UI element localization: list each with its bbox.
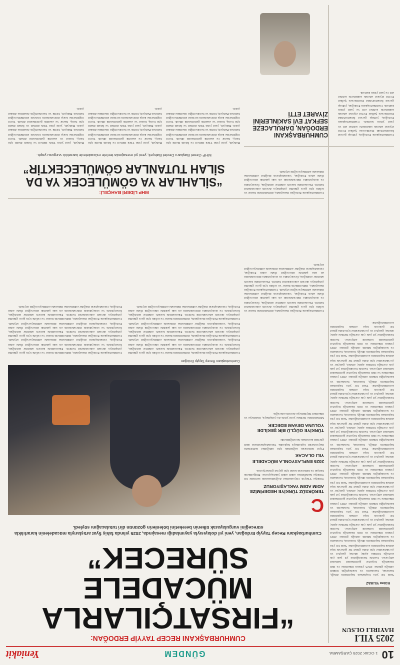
author-portrait xyxy=(346,587,390,615)
side-body-1: Cumhurbaşkanı Erdoğan mesajında, milletimizin huzur ve refahı için gece gündüz çalışmaya devam edeceklerini belirtti. Ekonomide kararlı adımlar atıldığını, fırsatçılıkla ve stokçulukla mücadelenin en sıkı şekilde süreceğini ifade eden Erdoğan, vatandaşların mağdur edilmesine müsaade edilmeyeceğini söyledi. xyxy=(244,169,324,195)
main-body-1b: Cumhurbaşkanı Erdoğan mesajında, milletimizin huzur ve refahı için gece gündüz çalışmaya devam edeceklerini belirtti. Ekonomide kararlı adımlar atıldığını, fırsatçılıkla ve stokçulukla mücadelenin en sıkı şekilde süreceğini ifade eden Erdoğan, vatandaşların mağdur edilmesine müsaade edilmeyeceğini söyledi. xyxy=(244,262,324,292)
second-body-1a: Bahçeli, yeni yılın Türk milleti ve İslam âlemi için barış, huzur ve esenlik getirmesini diledi. Terör örgütlerine karşı mücadelenin tavizsiz sürdürüleceğini belirten Bahçeli, birlik ve beraberliğin önemine dikkat çekti. xyxy=(166,124,240,145)
main-body-1a: Cumhurbaşkanı Erdoğan mesajında, milletimizin huzur ve refahı için gece gündüz çalışmaya devam edeceklerini belirtti. Ekonomide kararlı adımlar atıldığını, fırsatçılıkla ve stokçulukla mücadelenin en sıkı şekilde süreceğini ifade eden Erdoğan, vatandaşların mağdur edilmesine müsaade edilmeyeceğini söyledi. xyxy=(244,287,324,313)
second-body-2a: Bahçeli, yeni yılın Türk milleti ve İslam âlemi için barış, huzur ve esenlik getirmesini diledi. Terör örgütlerine karşı mücadelenin tavizsiz sürdürüleceğini belirten Bahçeli, birlik ve beraberliğin önemine dikkat çekti. xyxy=(88,124,162,145)
left-body-4: Yeni bir yıla başlarken hepimizin dileği, huzurun, bereketin ve kardeşliğin hâkim olduğu günler. 2025 yılının ülkemize ve tüm insanlığa hayırlar getirmesini temenni ediyoruz. Geride bıraktığımız yıl pek çok zorluğu birlikte aştık; aileler, gençler ve çocuklarımız için daha güzel bir gelecek inşa etmek hepimizin sorumluluğudur. xyxy=(330,446,394,485)
left-body-7: Yeni bir yıla başlarken hepimizin dileği, huzurun, bereketin ve kardeşliğin hâkim olduğu günler. 2025 yılının ülkemize ve tüm insanlığa hayırlar getirmesini temenni ediyoruz. Geride bıraktığımız yıl pek çok zorluğu birlikte aştık; aileler, gençler ve çocuklarımız için daha güzel bir gelecek inşa etmek hepimizin sorumluluğudur. xyxy=(330,354,394,388)
sidebar-text-3: Milletimizle birlikte yeni yılda da çalışmaya, üretmeye ve ülkemizi büyütmeye devam edeceğiz. xyxy=(244,412,324,421)
main-deck: Cumhurbaşkanı Recep Tayyip Erdoğan, yeni yıl dolayısıyla yayımladığı mesajında, 2025 yılında fahiş fiyat artışlarıyla mücadelenin kararlılıkla süreceğini vurgulayarak ülkenin bereketini bölenlerin gözünün diri tutulacağını söyledi. xyxy=(14,525,322,536)
visit-body-1: Cumhurbaşkanı Erdoğan, yılbaşı gecesi İstanbul'daki Darülaceze Şefkat Evi'ni ziyaret ederek sakinlerle sohbet etti ve yeni yılını kutladı. xyxy=(338,120,394,137)
second-body-col-2 xyxy=(88,5,162,145)
main-body-2a: Cumhurbaşkanı Erdoğan mesajında, milletimizin huzur ve refahı için gece gündüz çalışmaya devam edeceklerini belirtti. Ekonomide kararlı adımlar atıldığını, fırsatçılıkla ve stokçulukla mücadelenin en sıkı şekilde süreceğini ifade eden Erdoğan, vatandaşların mağdur edilmesine müsaade edilmeyeceğini söyledi. xyxy=(128,338,240,355)
photo-accent xyxy=(52,395,90,425)
author-name: Kübra YILMAZ xyxy=(365,581,390,585)
photo-figure xyxy=(110,380,180,490)
visit-body-3: Cumhurbaşkanı Erdoğan, yılbaşı gecesi İstanbul'daki Darülaceze Şefkat Evi'ni ziyaret ederek sakinlerle sohbet etti ve yeni yılını kutladı. xyxy=(338,90,394,108)
portrait-face xyxy=(274,41,296,67)
visit-box-portrait xyxy=(260,13,310,75)
main-body-col-3 xyxy=(8,201,122,355)
left-body-1: Yeni bir yıla başlarken hepimizin dileği, huzurun, bereketin ve kardeşliğin hâkim olduğu günler. 2025 yılının ülkemize ve tüm insanlığa hayırlar getirmesini temenni ediyoruz. Geride bıraktığımız yıl pek çok zorluğu birlikte aştık; aileler, gençler ve çocuklarımız için daha güzel bir gelecek inşa etmek hepimizin sorumluluğudur. xyxy=(330,543,394,577)
box-divider xyxy=(244,146,394,147)
second-body-3b: Bahçeli, yeni yılın Türk milleti ve İslam âlemi için barış, huzur ve esenlik getirmesini diledi. Terör örgütlerine karşı mücadelenin tavizsiz sürdürüleceğini belirten Bahçeli, birlik ve beraberliğin önemine dikkat çekti. xyxy=(8,107,84,129)
sidebar-head-2: 2025 ENFLASYONLA MÜCADELE YILI OLACAK xyxy=(252,453,324,464)
second-kicker: MHP LİDERİ BAHÇELİ: xyxy=(99,190,149,195)
second-body-col-3 xyxy=(8,5,84,145)
left-column-subtitle: HAYIRLI OLSUN xyxy=(342,626,394,633)
sidebar-head-3: TÜRKİYE GÜÇLÜ BİR ŞEKİLDE YOLUNA DEVAM EDECEK xyxy=(257,422,324,434)
left-body-6: Yeni bir yıla başlarken hepimizin dileği, huzurun, bereketin ve kardeşliğin hâkim olduğu günler. 2025 yılının ülkemize ve tüm insanlığa hayırlar getirmesini temenni ediyoruz. Geride bıraktığımız yıl pek çok zorluğu birlikte aştık; aileler, gençler ve çocuklarımız için daha güzel bir gelecek inşa etmek hepimizin sorumluluğudur. xyxy=(330,383,394,422)
drop-cap-icon: C xyxy=(311,495,324,515)
photo-head xyxy=(132,475,162,507)
photo-caption: Cumhurbaşkanı Recep Tayyip Erdoğan xyxy=(181,359,240,363)
main-body-2b: Cumhurbaşkanı Erdoğan mesajında, milletimizin huzur ve refahı için gece gündüz çalışmaya devam edeceklerini belirtti. Ekonomide kararlı adımlar atıldığını, fırsatçılıkla ve stokçulukla mücadelenin en sıkı şekilde süreceğini ifade eden Erdoğan, vatandaşların mağdur edilmesine müsaade edilmeyeceğini söyledi. xyxy=(128,321,240,339)
main-body-3a: Cumhurbaşkanı Erdoğan mesajında, milletimizin huzur ve refahı için gece gündüz çalışmaya devam edeceklerini belirtti. Ekonomide kararlı adımlar atıldığını, fırsatçılıkla ve stokçulukla mücadelenin en sıkı şekilde süreceğini ifade eden Erdoğan, vatandaşların mağdur edilmesine müsaade edilmeyeceğini söyledi. xyxy=(8,338,122,355)
second-deck: MHP Genel Başkanı Devlet Bahçeli, yeni yıl mesajında terörle mücadelede kararlılık vurgusu yaptı. xyxy=(36,153,212,158)
left-body-2: Yeni bir yıla başlarken hepimizin dileği, huzurun, bereketin ve kardeşliğin hâkim olduğu günler. 2025 yılının ülkemize ve tüm insanlığa hayırlar getirmesini temenni ediyoruz. Geride bıraktığımız yıl pek çok zorluğu birlikte aştık; aileler, gençler ve çocuklarımız için daha güzel bir gelecek inşa etmek hepimizin sorumluluğudur. xyxy=(330,509,394,548)
section-label: GÜNDEM xyxy=(163,649,206,659)
visit-body-2: Cumhurbaşkanı Erdoğan, yılbaşı gecesi İstanbul'daki Darülaceze Şefkat Evi'ni ziyaret ederek sakinlerle sohbet etti ve yeni yılını kutladı. xyxy=(338,103,394,125)
second-body-3a: Bahçeli, yeni yılın Türk milleti ve İslam âlemi için barış, huzur ve esenlik getirmesini diledi. Terör örgütlerine karşı mücadelenin tavizsiz sürdürüleceğini belirten Bahçeli, birlik ve beraberliğin önemine dikkat çekti. xyxy=(8,124,84,145)
visit-box-text xyxy=(338,9,394,137)
main-photo xyxy=(8,365,240,515)
second-body-col-1 xyxy=(166,5,240,145)
main-body-col-1 xyxy=(244,201,324,313)
story-divider xyxy=(8,198,324,199)
second-body-1b: Bahçeli, yeni yılın Türk milleti ve İslam âlemi için barış, huzur ve esenlik getirmesini diledi. Terör örgütlerine karşı mücadelenin tavizsiz sürdürüleceğini belirten Bahçeli, birlik ve beraberliğin önemine dikkat çekti. xyxy=(166,107,240,129)
main-body-3b: Cumhurbaşkanı Erdoğan mesajında, milletimizin huzur ve refahı için gece gündüz çalışmaya devam edeceklerini belirtti. Ekonomide kararlı adımlar atıldığını, fırsatçılıkla ve stokçulukla mücadelenin en sıkı şekilde süreceğini ifade eden Erdoğan, vatandaşların mağdur edilmesine müsaade edilmeyeceğini söyledi. xyxy=(8,321,122,339)
visit-box xyxy=(246,5,394,145)
left-column-title: 2025 YILI xyxy=(354,633,394,643)
visit-box-headline: CUMHURBAŞKANI ERDOĞAN, DARULACEZE SEFKAT EVİ SAKİNLERİNİ ZİYARET ETTİ xyxy=(252,110,328,137)
main-kicker: CUMHURBAŞKANI RECEP TAYYİP ERDOĞAN: xyxy=(90,634,246,641)
main-headline: “FIRSATÇILARLA MÜCADELE SÜRECEK” xyxy=(41,541,295,634)
page-number: 10 xyxy=(381,648,394,660)
page-date: 1 OCAK 2025 ÇARŞAMBA xyxy=(329,651,378,657)
second-headline: “SİLAHLAR YA GÖMÜLECEK YA DA SİLAH TUTANLAR GÖMÜLECEKTİR” xyxy=(23,162,225,187)
left-body-8: Yeni bir yıla başlarken hepimizin dileği, huzurun, bereketin ve kardeşliğin hâkim olduğu günler. 2025 yılının ülkemize ve tüm insanlığa hayırlar getirmesini temenni ediyoruz. Geride bıraktığımız yıl pek çok zorluğu birlikte aştık; aileler, gençler ve çocuklarımız için daha güzel bir gelecek inşa etmek hepimizin sorumluluğudur. xyxy=(330,320,394,359)
sidebar-head-1: TERÖRSÜZ TÜRKİYE HEDEFİMİZE ADIM ADIM YAKLAŞIYORUZ xyxy=(249,483,324,494)
main-body-3c: Cumhurbaşkanı Erdoğan mesajında, milletimizin huzur ve refahı için gece gündüz çalışmaya devam edeceklerini belirtti. Ekonomide kararlı adımlar atıldığını, fırsatçılıkla ve stokçulukla mücadelenin en sıkı şekilde süreceğini ifade eden Erdoğan, vatandaşların mağdur edilmesine müsaade edilmeyeceğini söyledi. xyxy=(8,304,122,322)
masthead xyxy=(6,646,394,661)
main-body-col-2 xyxy=(128,201,240,355)
page-info xyxy=(330,648,395,660)
second-body-2b: Bahçeli, yeni yılın Türk milleti ve İslam âlemi için barış, huzur ve esenlik getirmesini diledi. Terör örgütlerine karşı mücadelenin tavizsiz sürdürüleceğini belirten Bahçeli, birlik ve beraberliğin önemine dikkat çekti. xyxy=(88,107,162,129)
newspaper-logo: Yeniakit xyxy=(6,648,40,660)
left-body-5: Yeni bir yıla başlarken hepimizin dileği, huzurun, bereketin ve kardeşliğin hâkim olduğu günler. 2025 yılının ülkemize ve tüm insanlığa hayırlar getirmesini temenni ediyoruz. Geride bıraktığımız yıl pek çok zorluğu birlikte aştık; aileler, gençler ve çocuklarımız için daha güzel bir gelecek inşa etmek hepimizin sorumluluğudur. xyxy=(330,417,394,451)
left-column-header xyxy=(334,625,394,643)
left-body-3: Yeni bir yıla başlarken hepimizin dileği, huzurun, bereketin ve kardeşliğin hâkim olduğu günler. 2025 yılının ülkemize ve tüm insanlığa hayırlar getirmesini temenni ediyoruz. Geride bıraktığımız yıl pek çok zorluğu birlikte aştık; aileler, gençler ve çocuklarımız için daha güzel bir gelecek inşa etmek hepimizin sorumluluğudur. xyxy=(330,480,394,514)
main-body-2c: Cumhurbaşkanı Erdoğan mesajında, milletimizin huzur ve refahı için gece gündüz çalışmaya devam edeceklerini belirtti. Ekonomide kararlı adımlar atıldığını, fırsatçılıkla ve stokçulukla mücadelenin en sıkı şekilde süreceğini ifade eden Erdoğan, vatandaşların mağdur edilmesine müsaade edilmeyeceğini söyledi. xyxy=(128,304,240,322)
sidebar-text-1: Türkiye Yüzyılı vizyonumuz doğrultusunda terörsüz bir Türkiye hedefimize adım adım yaklaşıyoruz. Bölgemizde barışın ve istikrarın tesisi için gayret gösteriyoruz. xyxy=(244,468,324,482)
sidebar-text-2: Fiyat istikrarını sağlamak için aldığımız tedbirlerin meyvelerini toplamaya başladık. Vatandaşlarımızın alım gücünü korumak önceliğimizdir. xyxy=(244,438,324,451)
side-body-col xyxy=(244,149,324,195)
main-sidebar xyxy=(244,315,324,515)
